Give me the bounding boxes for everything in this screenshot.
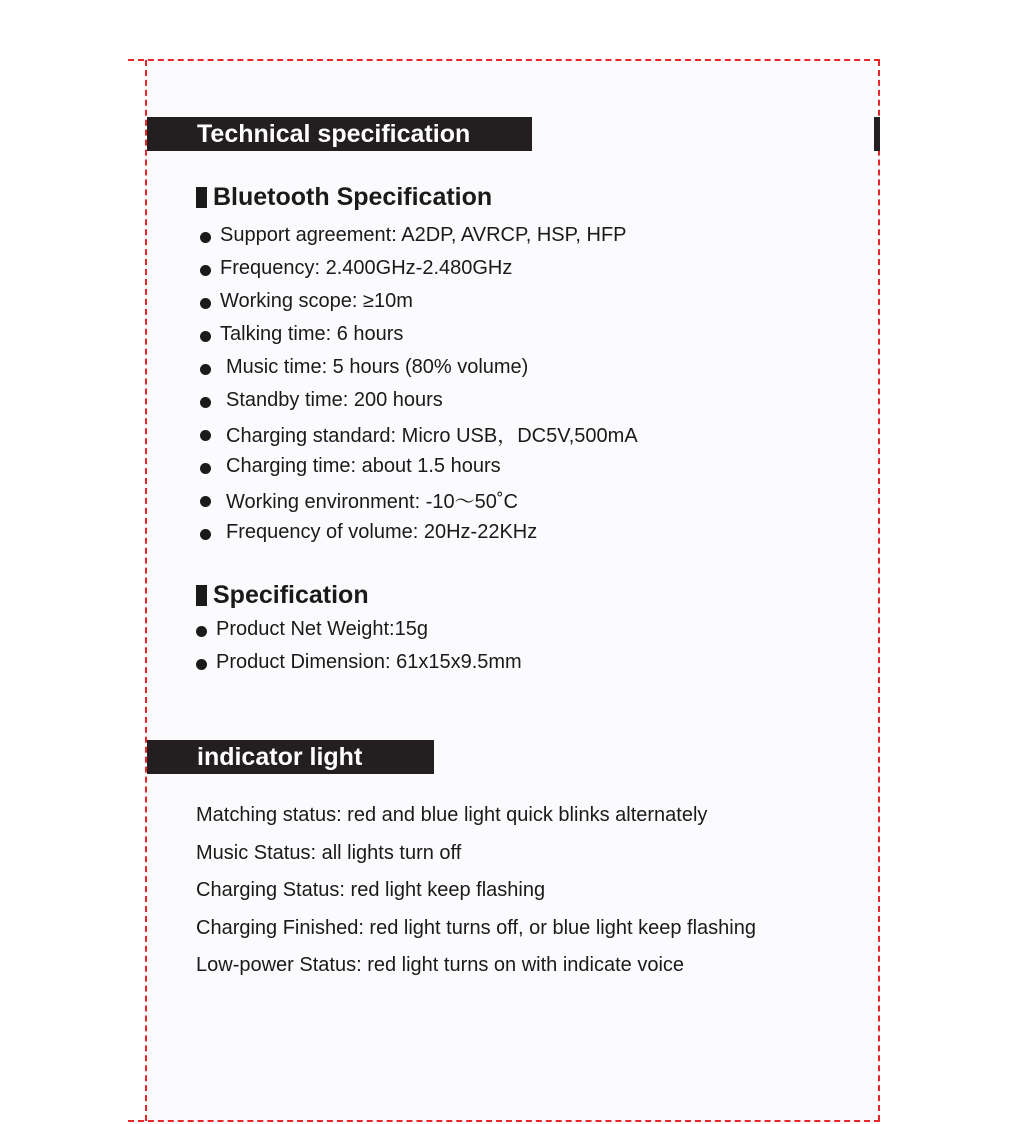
list-item xyxy=(200,351,638,384)
list-item: Charging Status: red light keep flashing xyxy=(196,879,546,902)
list-item-text: Working scope: ≥10m xyxy=(220,290,413,312)
list-item-text: Product Dimension: 61x15x9.5mm xyxy=(216,651,522,673)
bullet-icon xyxy=(200,331,211,342)
list-item xyxy=(200,285,638,318)
edge-marker xyxy=(874,117,880,151)
list-item xyxy=(200,417,638,450)
list-item: Music Status: all lights turn off xyxy=(196,841,462,864)
list-item-text: Support agreement: A2DP, AVRCP, HSP, HFP xyxy=(220,224,627,246)
cut-line-bottom xyxy=(128,1120,880,1122)
list-item: Charging Finished: red light turns off, or blue light keep flashing xyxy=(196,916,756,939)
bullet-icon xyxy=(200,529,211,540)
bluetooth-specification-heading xyxy=(196,182,492,212)
technical-specification-banner: Technical specification xyxy=(147,117,532,151)
indicator-status-list xyxy=(196,797,756,985)
list-item xyxy=(200,384,638,417)
list-item-text: Charging standard: Micro USB，DC5V,500mA xyxy=(226,425,638,447)
list-item xyxy=(196,613,522,646)
bullet-icon xyxy=(200,430,211,441)
heading-marker-icon xyxy=(196,585,207,606)
product-spec-list xyxy=(196,613,522,679)
list-item-text: Frequency of volume: 20Hz-22KHz xyxy=(226,521,538,543)
heading-marker-icon xyxy=(196,187,207,208)
bullet-icon xyxy=(200,265,211,276)
bullet-icon xyxy=(200,496,211,507)
list-item-text: Product Net Weight:15g xyxy=(216,618,428,640)
list-item xyxy=(200,219,638,252)
list-item xyxy=(200,252,638,285)
bullet-icon xyxy=(200,232,211,243)
bullet-icon xyxy=(196,659,207,670)
specification-heading-text: Specification xyxy=(213,581,369,609)
bullet-icon xyxy=(200,397,211,408)
list-item: Low-power Status: red light turns on with indicate voice xyxy=(196,954,685,977)
list-item-text: Standby time: 200 hours xyxy=(226,389,443,411)
list-item-text: Frequency: 2.400GHz-2.480GHz xyxy=(220,257,513,279)
bullet-icon xyxy=(200,463,211,474)
cut-line-top xyxy=(128,59,880,61)
specification-heading xyxy=(196,580,369,610)
bullet-icon xyxy=(200,298,211,309)
list-item-text: Charging time: about 1.5 hours xyxy=(226,455,501,477)
bullet-icon xyxy=(196,626,207,637)
bullet-icon xyxy=(200,364,211,375)
list-item xyxy=(200,450,638,483)
list-item xyxy=(200,318,638,351)
list-item-text: Working environment: -10～50˚C xyxy=(226,491,518,513)
indicator-light-banner: indicator light xyxy=(147,740,434,774)
list-item-text: Talking time: 6 hours xyxy=(220,323,404,345)
list-item xyxy=(196,646,522,679)
bluetooth-heading-text: Bluetooth Specification xyxy=(213,183,493,211)
list-item xyxy=(200,483,638,516)
bluetooth-spec-list xyxy=(200,219,638,549)
list-item-text: Music time: 5 hours (80% volume) xyxy=(226,356,529,378)
list-item xyxy=(200,516,638,549)
list-item: Matching status: red and blue light quick blinks alternately xyxy=(196,804,708,827)
